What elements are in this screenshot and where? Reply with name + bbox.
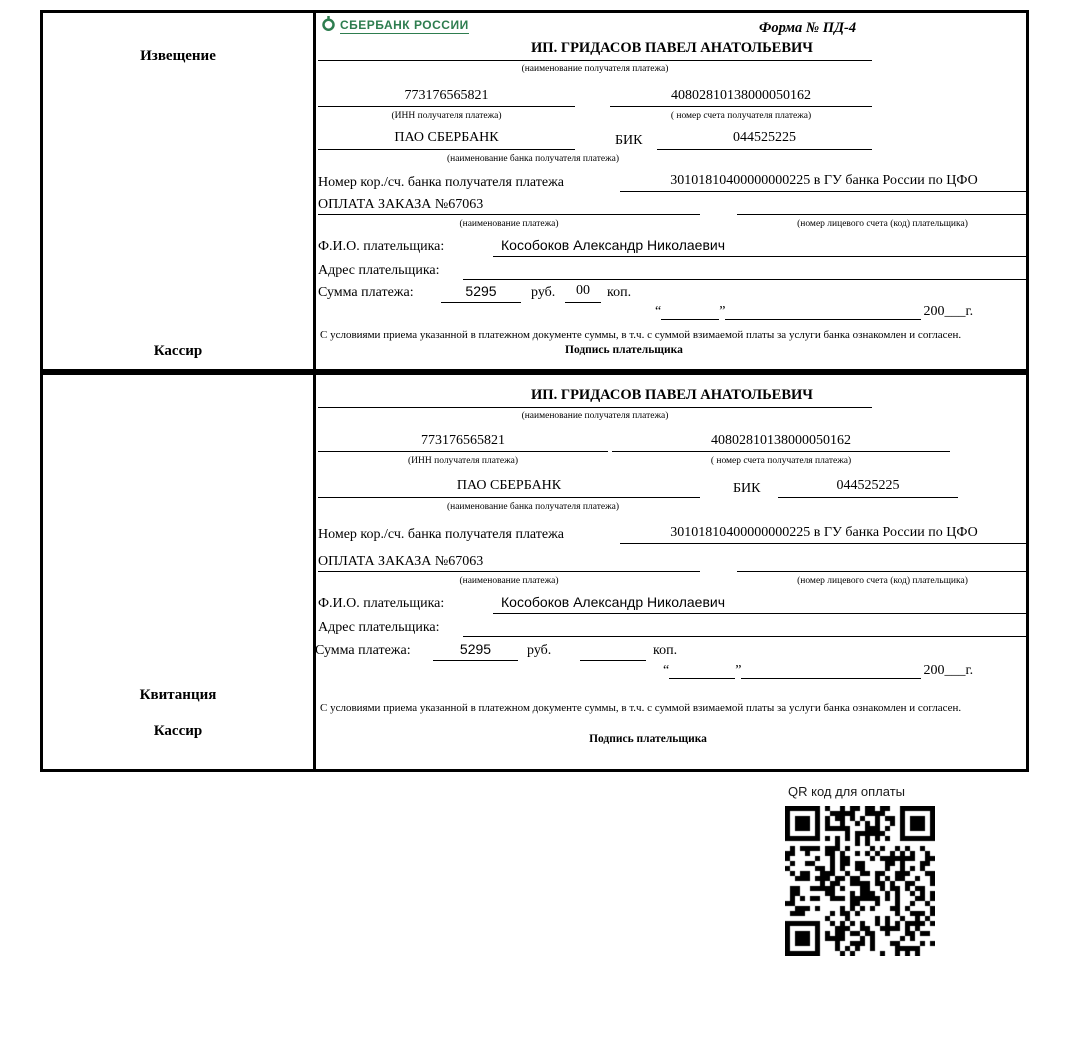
payment-name-caption: (наименование платежа) xyxy=(459,219,559,229)
corr-account-label: Номер кор./сч. банка получателя платежа xyxy=(318,175,564,190)
receipt-side-label: Квитанция xyxy=(139,687,217,703)
payer-address-label: Адрес плательщика: xyxy=(318,263,440,278)
recipient-name: ИП. ГРИДАСОВ ПАВЕЛ АНАТОЛЬЕВИЧ xyxy=(531,40,813,56)
bank-caption: (наименование банка получателя платежа) xyxy=(446,154,620,164)
date-day-blank xyxy=(661,304,719,320)
quote-open-mark: “ xyxy=(655,304,662,319)
payer-name-label: Ф.И.О. плательщика: xyxy=(318,596,445,611)
bik-label: БИК xyxy=(615,133,643,148)
date-year: 200___г. xyxy=(923,663,974,678)
bank-caption: (наименование банка получателя платежа) xyxy=(446,502,620,512)
personal-account-caption: (номер лицевого счета (код) плательщика) xyxy=(797,219,968,229)
agreement-text: С условиями приема указанной в платежном документе суммы, в т.ч. с суммой взимаемой платы за услуги банка ознакомлен и согласен. xyxy=(320,329,962,341)
inn-value: 773176565821 xyxy=(318,433,608,452)
receipt-cashier-label: Кассир xyxy=(153,723,203,739)
personal-account-caption: (номер лицевого счета (код) плательщика) xyxy=(797,576,968,586)
inn-caption: (ИНН получателя платежа) xyxy=(391,111,502,121)
date-line xyxy=(655,304,1027,320)
qr-caption: QR код для оплаты xyxy=(788,784,906,799)
sberbank-logo xyxy=(321,16,469,36)
bank-name-value: ПАО СБЕРБАНК xyxy=(318,130,575,150)
date-month-blank xyxy=(741,663,921,679)
amount-rub-value: 5295 xyxy=(441,283,521,303)
payer-name-value: Кособоков Александр Николаевич xyxy=(493,594,1028,614)
bik-label: БИК xyxy=(733,481,761,496)
personal-account-blank xyxy=(737,554,1028,572)
recipient-caption: (наименование получателя платежа) xyxy=(521,411,669,421)
inn-caption: (ИНН получателя платежа) xyxy=(407,456,519,466)
receipt-section xyxy=(40,372,1029,772)
form-number: Форма № ПД-4 xyxy=(759,20,857,36)
personal-account-blank xyxy=(737,197,1028,215)
payer-address-label: Адрес плательщика: xyxy=(318,620,440,635)
amount-label: Сумма платежа: xyxy=(315,643,411,658)
agreement-text: С условиями приема указанной в платежном документе суммы, в т.ч. с суммой взимаемой платы за услуги банка ознакомлен и согласен. xyxy=(320,702,962,714)
corr-account-value: 30101810400000000225 в ГУ банка России по ЦФО xyxy=(620,525,1028,544)
bank-name-value: ПАО СБЕРБАНК xyxy=(318,478,700,498)
recipient-caption: (наименование получателя платежа) xyxy=(521,64,669,74)
payment-name-caption: (наименование платежа) xyxy=(459,576,559,586)
amount-label: Сумма платежа: xyxy=(318,285,414,300)
bik-value: 044525225 xyxy=(778,478,958,498)
amount-rub-value: 5295 xyxy=(433,641,518,661)
payer-name-value: Кособоков Александр Николаевич xyxy=(493,237,1028,257)
rub-label: руб. xyxy=(531,285,556,300)
recipient-underline xyxy=(318,60,872,61)
rub-label: руб. xyxy=(527,643,552,658)
date-month-blank xyxy=(725,304,921,320)
kop-label: коп. xyxy=(653,643,678,658)
notice-cashier-label: Кассир xyxy=(153,343,203,359)
payment-purpose-value: ОПЛАТА ЗАКАЗА №67063 xyxy=(318,554,700,572)
account-caption: ( номер счета получателя платежа) xyxy=(710,456,852,466)
inn-value: 773176565821 xyxy=(318,88,575,107)
quote-close-mark: ” xyxy=(735,663,742,678)
account-caption: ( номер счета получателя платежа) xyxy=(670,111,812,121)
date-day-blank xyxy=(669,663,735,679)
account-value: 40802810138000050162 xyxy=(612,433,950,452)
amount-kop-value xyxy=(580,641,646,661)
column-divider xyxy=(313,13,316,369)
signature-label: Подпись плательщика xyxy=(589,733,707,745)
qr-code xyxy=(785,806,935,956)
corr-account-label: Номер кор./сч. банка получателя платежа xyxy=(318,527,564,542)
bik-value: 044525225 xyxy=(657,130,872,150)
payer-address-blank xyxy=(463,618,1028,637)
payer-address-blank xyxy=(463,261,1028,280)
notice-section xyxy=(40,10,1029,372)
corr-account-value: 30101810400000000225 в ГУ банка России по ЦФО xyxy=(620,173,1028,192)
payment-purpose-value: ОПЛАТА ЗАКАЗА №67063 xyxy=(318,197,700,215)
column-divider xyxy=(313,375,316,769)
sberbank-logo-icon xyxy=(321,16,336,36)
amount-kop-value: 00 xyxy=(565,283,601,303)
kop-label: коп. xyxy=(607,285,632,300)
payer-name-label: Ф.И.О. плательщика: xyxy=(318,239,445,254)
date-year: 200___г. xyxy=(923,304,974,319)
sberbank-logo-text: СБЕРБАНК РОССИИ xyxy=(340,18,469,32)
signature-label: Подпись плательщика xyxy=(565,344,683,356)
recipient-name: ИП. ГРИДАСОВ ПАВЕЛ АНАТОЛЬЕВИЧ xyxy=(531,387,813,403)
quote-close-mark: ” xyxy=(719,304,726,319)
date-line xyxy=(663,663,1023,679)
notice-side-label: Извещение xyxy=(140,48,216,64)
account-value: 40802810138000050162 xyxy=(610,88,872,107)
recipient-underline xyxy=(318,407,872,408)
quote-open-mark: “ xyxy=(663,663,670,678)
